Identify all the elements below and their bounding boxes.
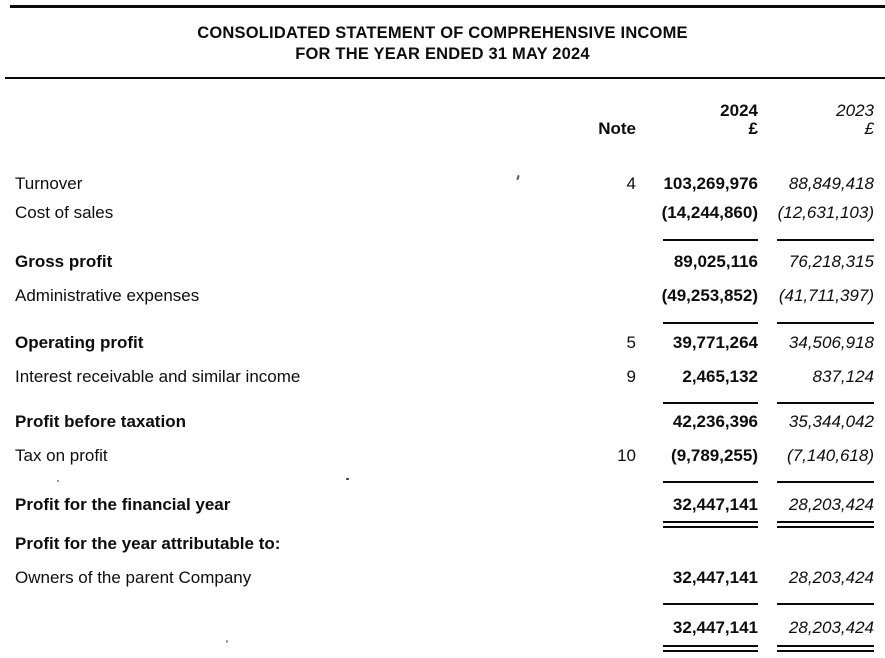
row-label: Administrative expenses [15, 286, 200, 305]
row-amount-2023: 28,203,424 [788, 568, 874, 587]
column-header-currency-2023: £ [864, 119, 874, 138]
title-underline-rule [5, 77, 885, 79]
rule-2024-column [663, 481, 758, 483]
statement-row-tax-on-profit [0, 446, 885, 466]
row-amount-2024: (14,244,860) [661, 203, 758, 222]
row-amount-2024: 32,447,141 [672, 618, 758, 637]
row-amount-2024: (9,789,255) [671, 446, 758, 465]
subtotal-rule-row [0, 603, 885, 605]
statement-row-profit-for-year [0, 495, 885, 515]
grand-total-double-rule-row [0, 645, 885, 652]
row-label: Operating profit [15, 333, 144, 352]
statement-row-owners-of-parent [0, 568, 885, 588]
rule-2023-column [777, 322, 874, 324]
statement-row-cost-of-sales [0, 203, 885, 223]
double-rule-2023-column [777, 521, 874, 528]
statement-row-attributable-total [0, 618, 885, 638]
scan-artifact-speck [226, 640, 228, 643]
statement-row-interest-receivable [0, 367, 885, 387]
row-label: Turnover [15, 174, 83, 193]
column-header-note-currency-row [0, 119, 885, 139]
grand-total-double-rule-row [0, 521, 885, 528]
row-label: Profit for the financial year [15, 495, 231, 514]
row-label: Profit before taxation [15, 412, 186, 431]
rule-2023-column [777, 481, 874, 483]
row-label: Tax on profit [15, 446, 108, 465]
scan-artifact-speck [57, 480, 59, 482]
double-rule-2024-column [663, 645, 758, 652]
row-note: 4 [626, 174, 636, 193]
row-amount-2023: (12,631,103) [777, 203, 874, 222]
row-label: Owners of the parent Company [15, 568, 252, 587]
statement-title [0, 23, 885, 65]
row-amount-2023: (41,711,397) [778, 286, 874, 305]
row-amount-2023: (7,140,618) [787, 446, 874, 465]
rule-2024-column [663, 603, 758, 605]
row-amount-2023: 34,506,918 [788, 333, 874, 352]
row-amount-2023: 88,849,418 [788, 174, 874, 193]
row-amount-2024: 39,771,264 [672, 333, 758, 352]
statement-row-administrative-expenses [0, 286, 885, 306]
row-amount-2024: 32,447,141 [672, 495, 758, 514]
statement-row-gross-profit [0, 252, 885, 272]
column-header-years-row [0, 101, 885, 121]
row-amount-2024: 32,447,141 [672, 568, 758, 587]
row-amount-2024: 89,025,116 [673, 252, 758, 271]
statement-title-line1: CONSOLIDATED STATEMENT OF COMPREHENSIVE INCOME [197, 24, 688, 42]
row-note: 9 [626, 367, 636, 386]
column-header-currency-2024: £ [748, 119, 758, 138]
scan-artifact-speck [346, 478, 349, 480]
row-amount-2024: 103,269,976 [663, 174, 758, 193]
subtotal-rule-row [0, 481, 885, 483]
rule-2024-column [663, 402, 758, 404]
statement-row-operating-profit [0, 333, 885, 353]
row-label: Profit for the year attributable to: [15, 534, 281, 553]
statement-row-attributable-heading [0, 534, 885, 554]
top-border-rule [10, 5, 885, 8]
rule-2023-column [777, 239, 874, 241]
row-amount-2023: 28,203,424 [788, 495, 874, 514]
row-amount-2024: 2,465,132 [682, 367, 758, 386]
subtotal-rule-row [0, 402, 885, 404]
row-note: 5 [626, 333, 636, 352]
column-header-note: Note [598, 119, 636, 138]
row-amount-2023: 35,344,042 [788, 412, 874, 431]
row-amount-2023: 76,218,315 [788, 252, 874, 271]
row-label: Cost of sales [15, 203, 114, 222]
statement-row-profit-before-taxation [0, 412, 885, 432]
row-amount-2024: 42,236,396 [672, 412, 758, 431]
row-amount-2024: (49,253,852) [661, 286, 758, 305]
rule-2023-column [777, 402, 874, 404]
row-label: Gross profit [15, 252, 113, 271]
double-rule-2023-column [777, 645, 874, 652]
rule-2024-column [663, 322, 758, 324]
subtotal-rule-row [0, 239, 885, 241]
row-label: Interest receivable and similar income [15, 367, 301, 386]
column-header-2024: 2024 [720, 101, 758, 120]
row-note: 10 [617, 446, 636, 465]
subtotal-rule-row [0, 322, 885, 324]
double-rule-2024-column [663, 521, 758, 528]
row-amount-2023: 837,124 [812, 367, 874, 386]
column-header-2023: 2023 [836, 101, 874, 120]
statement-title-line2: FOR THE YEAR ENDED 31 MAY 2024 [295, 45, 590, 63]
row-amount-2023: 28,203,424 [788, 618, 874, 637]
rule-2023-column [777, 603, 874, 605]
rule-2024-column [663, 239, 758, 241]
statement-row-turnover [0, 174, 885, 194]
